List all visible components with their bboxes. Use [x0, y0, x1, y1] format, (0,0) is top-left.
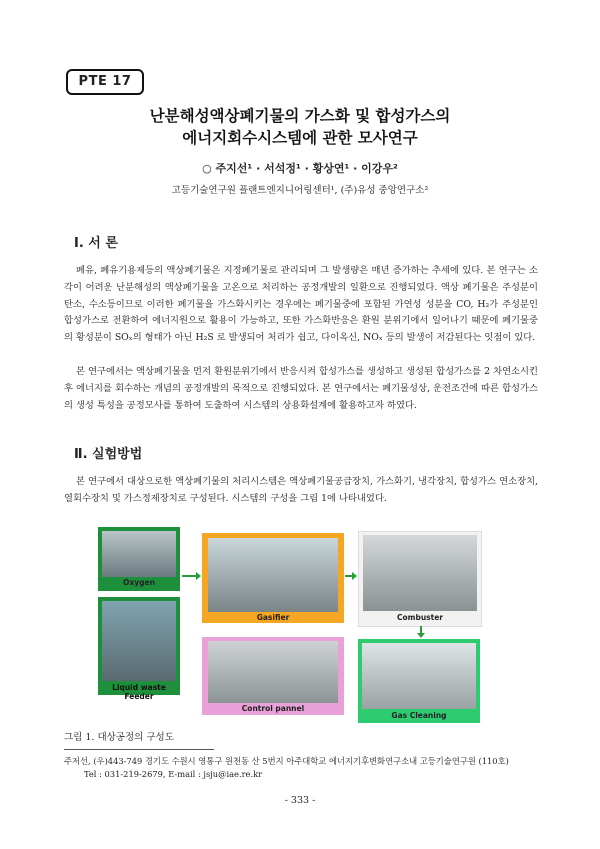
- gasifier-label: Gasifier: [256, 613, 290, 622]
- arrow-down-icon: [416, 625, 426, 639]
- oxygen-label: Oxygen: [123, 578, 155, 587]
- intro-paragraph-1: 폐유, 폐유기용제등의 액상폐기물은 지정폐기물로 관리되며 그 발생량은 매년 증가하는 추세에 있다. 본 연구는 소각이 어려운 난분해성의 액상폐기물을 고온으로 처리하는 공정개발의 일환으로 진행되었다. 액상 폐기물은 주성분이 탄소, 수소등이므로 이러한 폐기물을 가스화시키는 경우에는 폐기물중에 포함된 가연성 성분을 CO, H₂가 주성분인 합성가스로 전환하여 에너지원으로 활용이 가능하고, 또한 가스화반응은 환원 분위기에서 일어나기 때문에 폐기물중의 황성분이 SOₓ의 형태가 아닌 H₂S 로 발생되어 처리가 쉽고, 다이옥신, NOₓ 등의 발생이 저감된다는 잇점이 있다.: [64, 265, 538, 344]
- gasifier-panel: [202, 533, 344, 623]
- combuster-label: Combuster: [396, 613, 443, 622]
- section-heading-method: Ⅱ. 실험방법: [74, 447, 143, 462]
- controlpannel-label: Control pannel: [241, 704, 305, 713]
- intro-paragraph-2: 본 연구에서는 액상폐기물을 먼저 환원분위기에서 반응시켜 합성가스를 생성하고 생성된 합성가스를 2 차연소시킨후 에너지를 회수하는 개념의 공정개발의 목적으로 진행되었다. 본 연구에서는 폐기물성상, 운전조건에 따른 합성가스의 생성 특성을 공정모사를 통하여 도출하여 시스템의 상용화설계에 활용하고자 하였다.: [64, 366, 538, 411]
- paper-title-line2: 에너지회수시스템에 관한 모사연구: [182, 129, 418, 147]
- gascleaning-photo: [362, 643, 476, 709]
- footnote-address: 주저선, (우)443-749 경기도 수원시 영통구 원천동 산 5번지 아주대학교 에너지기후변화연구소내 고등기술연구원 (110호): [64, 756, 509, 766]
- oxygen-photo: [102, 531, 176, 577]
- page-number: - 333 -: [284, 795, 316, 806]
- gascleaning-label: Gas Cleaning: [391, 711, 447, 720]
- controlpannel-photo: [208, 641, 338, 703]
- feeder-panel: [98, 597, 180, 701]
- method-paragraph-1: 본 연구에서 대상으로한 액상폐기물의 처리시스템은 액상폐기물공급장치, 가스화기, 냉각장치, 합성가스 연소장치, 열회수장치 및 가스정제장치로 구성된다. 시스템의 구성을 그림 1에 나타내었다.: [64, 476, 538, 504]
- controlpannel-panel: [202, 637, 344, 715]
- authors: ○ 주지선¹ · 서석정¹ · 황상연¹ · 이강우²: [202, 162, 398, 175]
- combuster-photo: [363, 535, 477, 611]
- arrow-right-icon: [180, 571, 202, 581]
- session-tag: PTE 17: [66, 69, 144, 95]
- oxygen-panel: [98, 527, 180, 591]
- gascleaning-panel: [358, 639, 480, 723]
- figure-caption: 그림 1. 대상공정의 구성도: [64, 732, 174, 743]
- affiliation: 고등기술연구원 플랜트엔지니어링센터¹, (주)유성 중앙연구소²: [171, 185, 429, 196]
- section-heading-intro: Ⅰ. 서 론: [74, 236, 118, 251]
- feeder-photo: [102, 601, 176, 681]
- system-figure: [98, 527, 494, 725]
- arrow-right-icon: [344, 571, 358, 581]
- gasifier-photo: [208, 538, 338, 612]
- footnote-divider: [64, 749, 214, 750]
- paper-title-line1: 난분해성액상폐기물의 가스화 및 합성가스의: [149, 107, 451, 125]
- combuster-panel: [358, 531, 482, 627]
- footnote-contact: Tel : 031-219-2679, E-mail : jsju@iae.re.kr: [84, 769, 263, 779]
- feeder-label: Liquid waste Feeder: [112, 683, 166, 701]
